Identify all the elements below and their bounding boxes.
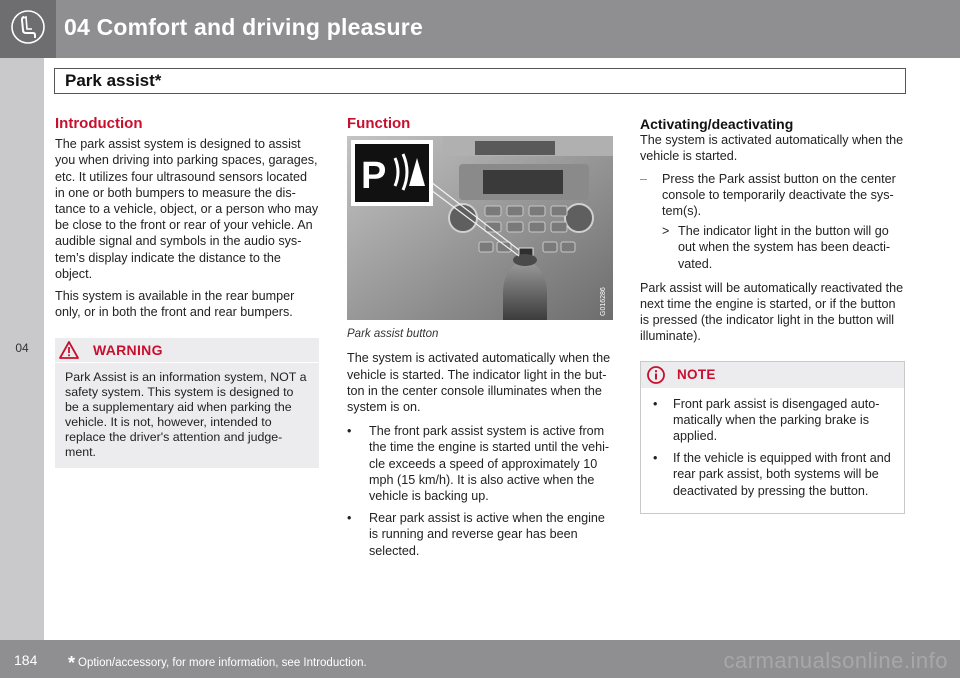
console-illustration (347, 136, 613, 320)
warning-title: WARNING (93, 342, 163, 359)
footnote-star: * (68, 653, 76, 673)
list-item: • If the vehicle is equipped with front and rear park assist, both systems will be deactivated by pressing the button. (653, 451, 891, 498)
note-bullet-list (641, 396, 904, 499)
seat-icon (11, 10, 45, 44)
image-code: G016286 (600, 287, 607, 317)
reactivation-paragraph: Park assist will be automatically reactivated the next time the engine is started, or if the button is pressed (the indicator light in the button will illuminate). (640, 280, 904, 344)
result-item: > The indicator light in the button will go out when the system has been deacti-vated. (662, 224, 891, 271)
availability-paragraph: This system is available in the rear bumper only, or in both the front and rear bumpers. (55, 289, 295, 320)
column-activating (640, 116, 905, 514)
activating-paragraph: The system is activated automatically when the vehicle is started. (640, 133, 904, 164)
note-header (641, 362, 904, 388)
note-title: NOTE (677, 366, 716, 382)
watermark: carmanualsonline.info (723, 648, 948, 673)
function-bullet-list (347, 423, 613, 559)
column-introduction (55, 116, 319, 468)
page-number-box (0, 640, 56, 678)
photo-caption: Park assist button (347, 328, 439, 341)
warning-text: Park Assist is an information system, NOT a safety system. This system is designed to be a supplementary aid when parking the vehicle. It is not, however, intended to replace the driver's attention and judge-ment. (65, 370, 307, 460)
chapter-title: 04 Comfort and driving pleasure (64, 14, 423, 40)
footnote (68, 653, 367, 674)
introduction-heading: Introduction (55, 115, 143, 132)
svg-text:P: P (361, 155, 387, 198)
chapter-tab (0, 0, 56, 58)
footnote-text: Option/accessory, for more information, see Introduction. (78, 657, 367, 669)
chapter-number: 04 (15, 341, 29, 355)
section-title: Park assist* (65, 71, 162, 90)
note-box (640, 361, 905, 514)
function-heading: Function (347, 115, 411, 132)
column-function (347, 116, 613, 565)
list-item: • The front park assist system is active from the time the engine is started until the vehi-cle exceeds a speed of approximately 10 mph (15 km/h). It is also active when the vehicle is backing up. (347, 424, 610, 504)
page-number: 184 (14, 652, 38, 668)
function-paragraph: The system is activated automatically when the vehicle is started. The indicator light in the but-ton in the center console illuminates when the system is on. (347, 351, 611, 415)
warning-header (55, 338, 319, 363)
activating-heading: Activating/deactivating (640, 116, 794, 132)
park-assist-photo (347, 136, 613, 320)
section-title-bar (54, 68, 906, 94)
list-item: • Rear park assist is active when the engine is running and reverse gear has been selected. (347, 511, 605, 558)
info-icon (647, 366, 665, 384)
step-item: – Press the Park assist button on the center console to temporarily deactivate the sys-tem(s). (640, 171, 896, 219)
warning-triangle-icon (59, 341, 79, 359)
chapter-strip (0, 58, 44, 640)
introduction-paragraph: The park assist system is designed to assist you when driving into parking spaces, garages, etc. It utilizes four ultrasound sensors located in one or both bumpers to measure the dis-tance to a vehicle, object, or a person who may be close to the front or rear of your vehicle. An audible signal and symbols in the audio sys-tem’s display indicate the distance to the object. (55, 137, 319, 281)
footer-bar (0, 640, 960, 678)
header-bar (0, 0, 960, 58)
list-item: • Front park assist is disengaged auto-matically when the parking brake is applied. (653, 396, 880, 444)
warning-box (55, 338, 319, 468)
